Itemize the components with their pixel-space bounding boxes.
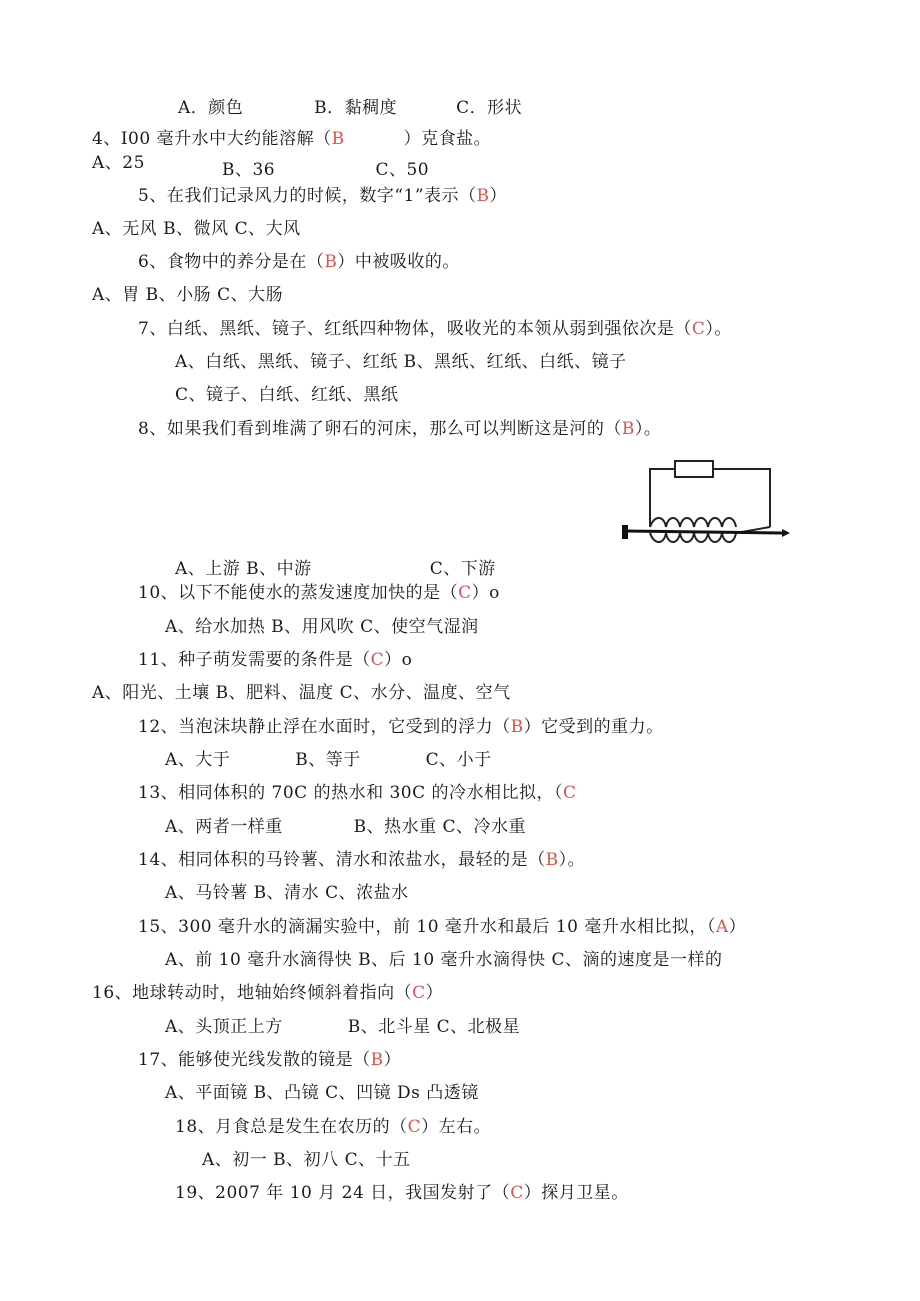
option-line: A、两者一样重 B、热水重 C、冷水重 <box>165 817 527 837</box>
question-8: 8、如果我们看到堆满了卵石的河床，那么可以判断这是河的（B）。 <box>138 419 662 439</box>
answer-mark: B <box>370 1050 384 1070</box>
answer-mark: C <box>563 783 577 803</box>
question-13: 13、相同体积的 70C 的热水和 30C 的冷水相比拟，（C <box>138 783 577 803</box>
question-7: 7、白纸、黑纸、镜子、红纸四种物体，吸收光的本领从弱到强依次是（C）。 <box>138 319 732 339</box>
option-line: A、上游 B、中游 C、下游 <box>175 559 496 579</box>
electromagnet-circuit-figure <box>620 455 792 555</box>
question-14: 14、相同体积的马铃薯、清水和浓盐水，最轻的是（B）。 <box>138 850 586 870</box>
option-line: A、初一 B、初八 C、十五 <box>202 1150 411 1170</box>
question-19: 19、2007 年 10 月 24 日，我国发射了（C）探月卫星。 <box>175 1183 629 1203</box>
option-line: A、大于 B、等于 C、小于 <box>165 750 492 770</box>
option-line: C、镜子、白纸、红纸、黑纸 <box>175 385 399 405</box>
option-line: A、白纸、黑纸、镜子、红纸 B、黑纸、红纸、白纸、镜子 <box>175 352 627 372</box>
answer-mark: B <box>331 129 345 149</box>
answer-mark: B <box>510 717 524 737</box>
answer-mark: A <box>715 917 729 937</box>
option-line: A、胃 B、小肠 C、大肠 <box>92 285 284 305</box>
option-line: A、给水加热 B、用风吹 C、使空气湿润 <box>165 617 479 637</box>
question-15: 15、300 毫升水的滴漏实验中，前 10 毫升水和最后 10 毫升水相比拟，（A） <box>138 917 747 937</box>
answer-mark: B <box>621 419 635 439</box>
option-line: A、前 10 毫升水滴得快 B、后 10 毫升水滴得快 C、滴的速度是一样的 <box>165 950 723 970</box>
answer-mark: B <box>324 252 338 272</box>
question-10: 10、以下不能使水的蒸发速度加快的是（C）o <box>138 583 500 603</box>
option-line: B、36 C、50 <box>222 160 430 180</box>
question-4: 4、I00 毫升水中大约能溶解（B ）克食盐。 <box>92 129 492 149</box>
question-11: 11、种子萌发需要的条件是（C）o <box>138 650 413 670</box>
question-5: 5、在我们记录风力的时候，数字“1”表示（B） <box>138 186 508 206</box>
question-12: 12、当泡沫块静止浮在水面时，它受到的浮力（B）它受到的重力。 <box>138 717 664 737</box>
answer-mark: C <box>691 319 706 339</box>
option-line: A、头顶正上方 B、北斗星 C、北极星 <box>165 1017 521 1037</box>
option-line: A、无风 B、微风 C、大风 <box>92 219 301 239</box>
answer-mark: B <box>476 186 490 206</box>
question-16: 16、地球转动时，地轴始终倾斜着指向（C） <box>92 983 444 1003</box>
answer-mark: C <box>370 650 385 670</box>
option-line: A、25 <box>92 153 145 173</box>
question-17: 17、能够使光线发散的镜是（B） <box>138 1050 402 1070</box>
answer-mark: C <box>458 583 472 603</box>
option-line: A、平面镜 B、凸镜 C、凹镜 Ds 凸透镜 <box>165 1083 479 1103</box>
answer-mark: C <box>412 983 426 1003</box>
answer-mark: C <box>510 1183 524 1203</box>
answer-mark: B <box>545 850 559 870</box>
question-18: 18、月食总是发生在农历的（C）左右。 <box>175 1117 492 1137</box>
answer-mark: C <box>407 1117 422 1137</box>
option-line: A．颜色 B．黏稠度 C．形状 <box>178 98 523 118</box>
option-line: A、阳光、土壤 B、肥料、温度 C、水分、温度、空气 <box>92 683 511 703</box>
question-6: 6、食物中的养分是在（B）中被吸收的。 <box>138 252 460 272</box>
option-line: A、马铃薯 B、清水 C、浓盐水 <box>165 883 409 903</box>
